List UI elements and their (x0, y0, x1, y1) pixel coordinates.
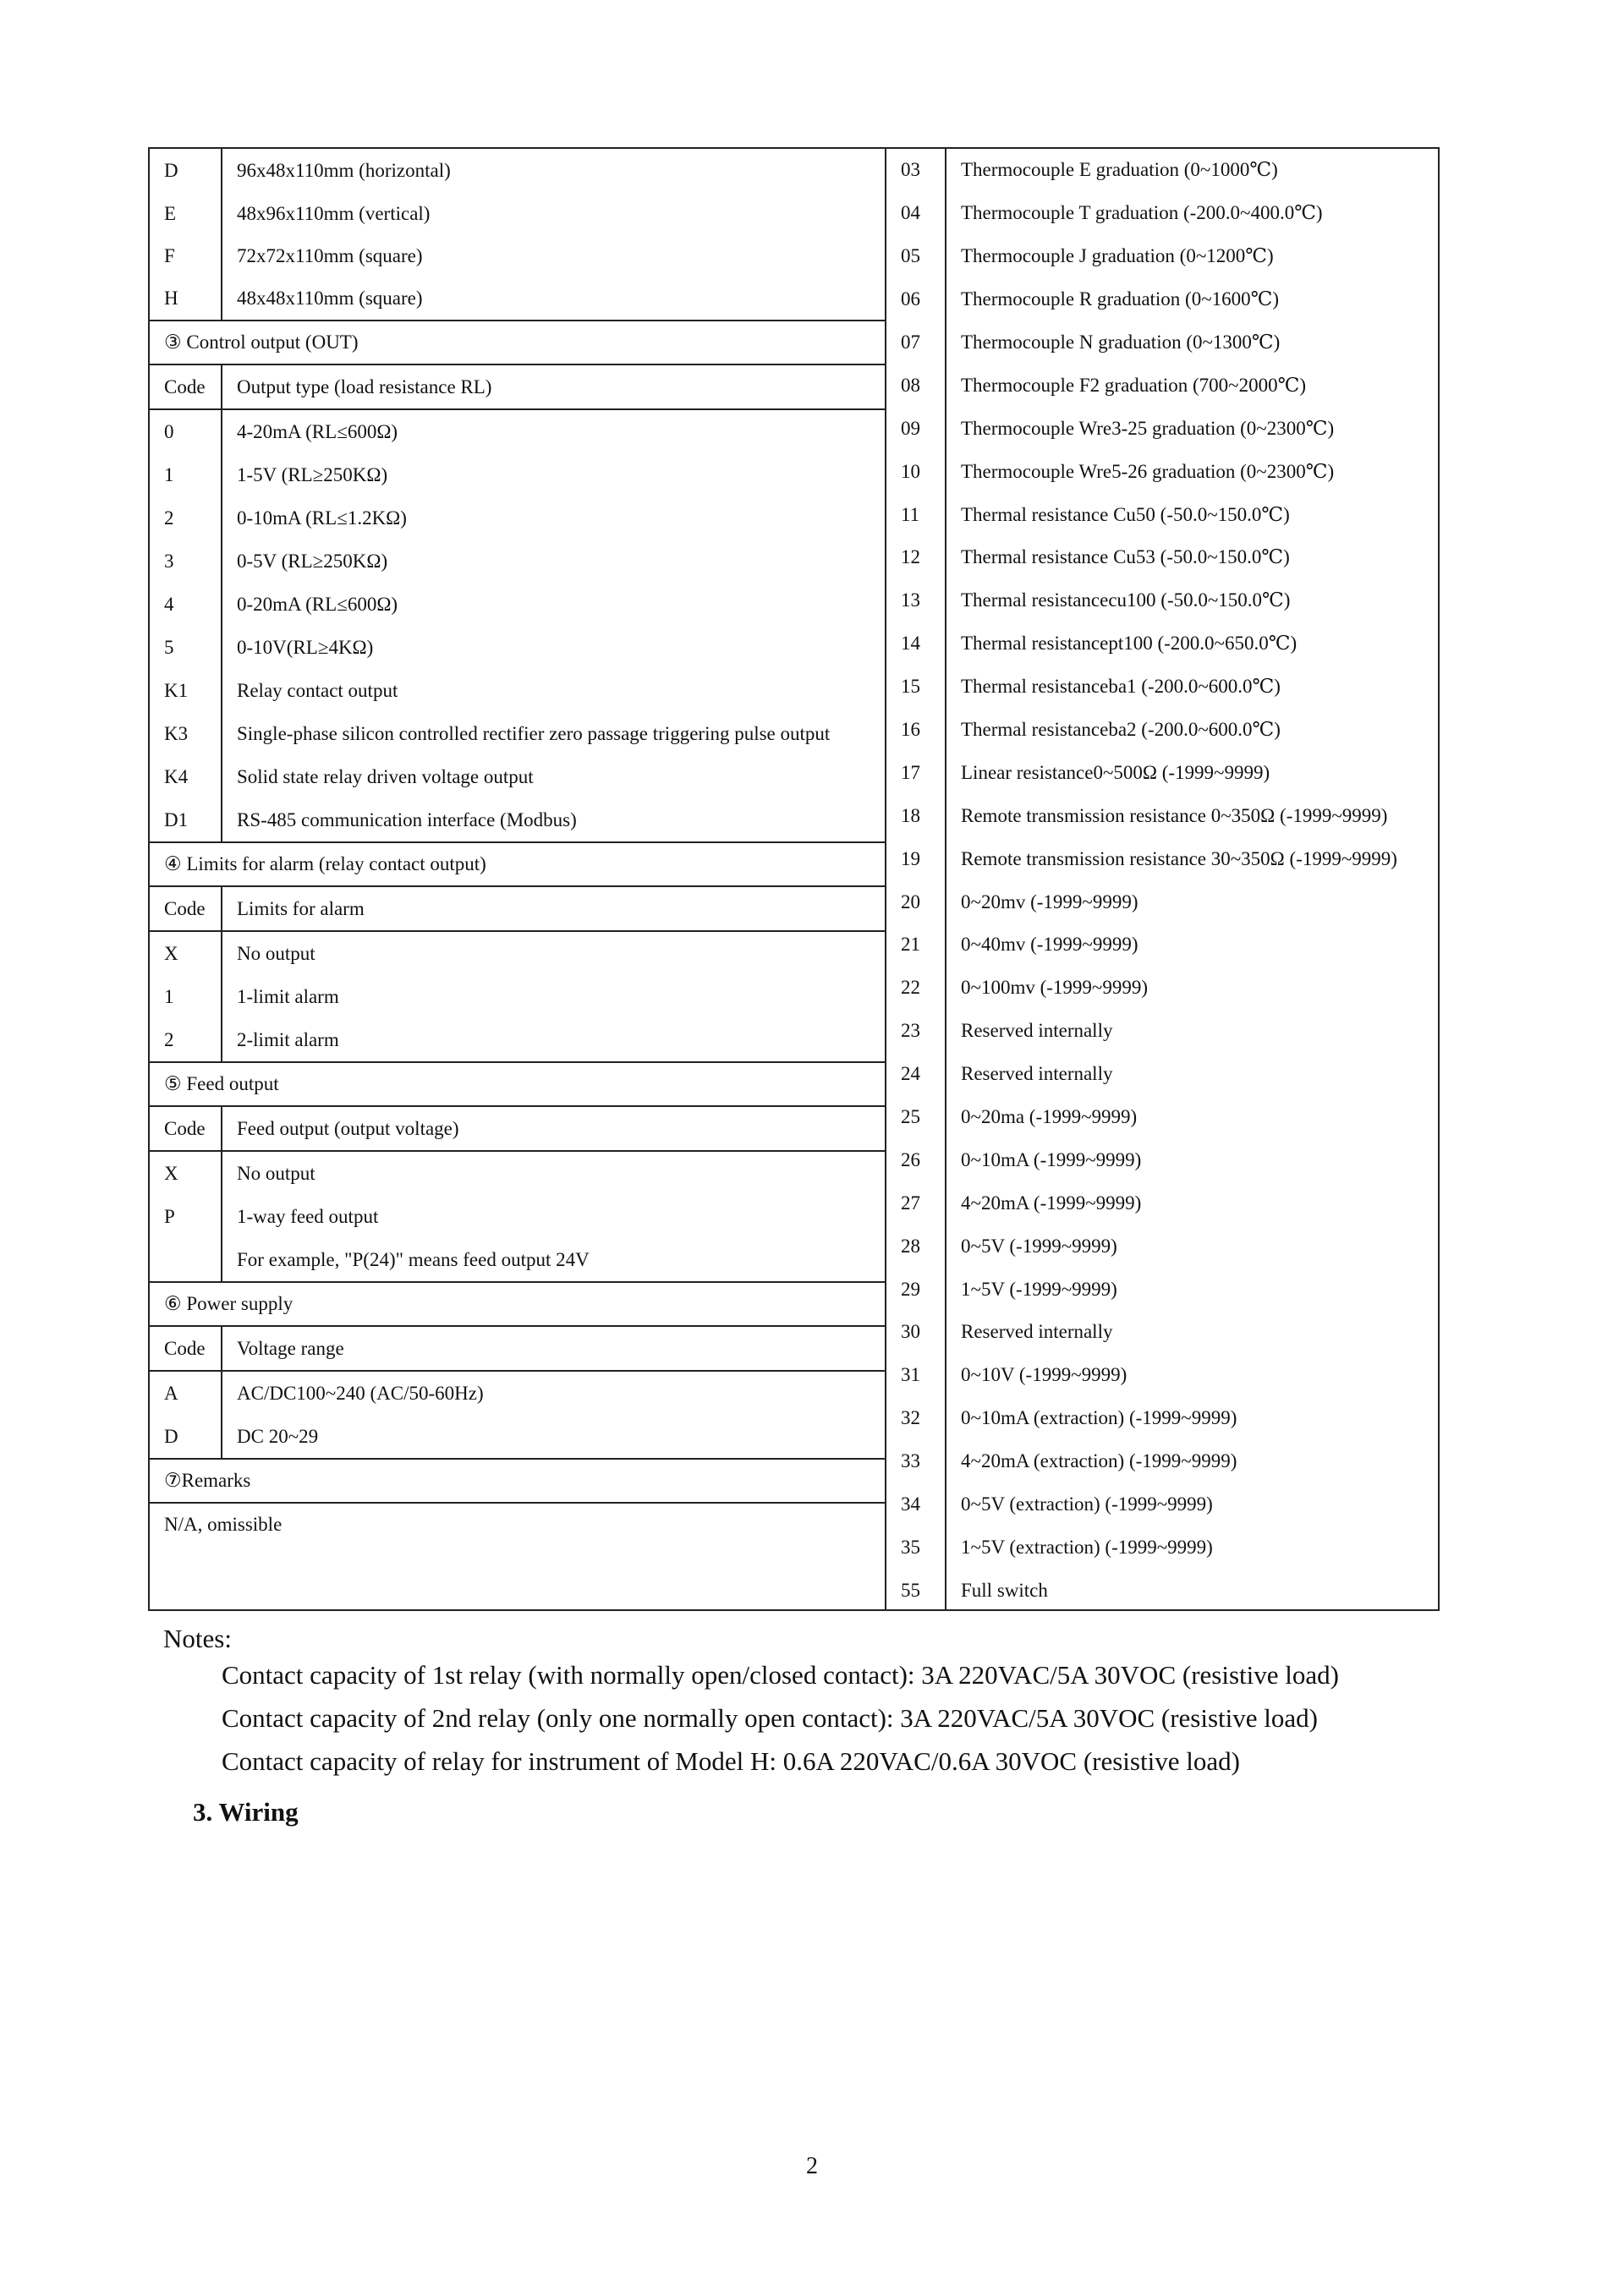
row-description: Thermocouple T graduation (-200.0~400.0℃) (961, 202, 1323, 224)
table-row (886, 278, 1438, 321)
power-supply-block (150, 1370, 885, 1458)
row-code: 14 (901, 633, 920, 655)
spec-table (148, 147, 1440, 1611)
row-code: 15 (901, 676, 920, 698)
row-description: Full switch (961, 1579, 1048, 1601)
table-row (886, 1268, 1438, 1311)
row-code: 03 (901, 159, 920, 181)
row-description: Thermal resistanceba2 (-200.0~600.0℃) (961, 719, 1281, 741)
row-description: Thermocouple J graduation (0~1200℃) (961, 245, 1274, 267)
table-row (886, 536, 1438, 579)
row-code: 24 (901, 1063, 920, 1085)
spec-table-right-column (886, 149, 1438, 1609)
row-description: 0~20mv (-1999~9999) (961, 890, 1138, 912)
power-supply-header (150, 1325, 885, 1370)
table-row: For example, "P(24)" means feed output 24V (237, 1248, 590, 1270)
table-row: H 48x48x110mm (square) (164, 288, 423, 309)
row-code: 32 (901, 1407, 920, 1429)
table-row (886, 235, 1438, 278)
row-code: 33 (901, 1450, 920, 1472)
table-row: D 96x48x110mm (horizontal) (164, 160, 451, 181)
table-row: 1 1-limit alarm (164, 985, 339, 1007)
table-row (886, 1311, 1438, 1354)
row-description: Thermocouple R graduation (0~1600℃) (961, 288, 1280, 310)
table-row (886, 622, 1438, 666)
row-description: Remote transmission resistance 0~350Ω (-1999~9999) (961, 804, 1388, 826)
row-description: 0~5V (-1999~9999) (961, 1235, 1117, 1257)
table-row (886, 579, 1438, 622)
page-number: 2 (806, 2153, 818, 2179)
row-code: 20 (901, 890, 920, 912)
table-row (886, 1483, 1438, 1526)
table-row (886, 1138, 1438, 1181)
table-row: F 72x72x110mm (square) (164, 245, 423, 266)
table-row (886, 1397, 1438, 1440)
row-description: Thermocouple F2 graduation (700~2000℃) (961, 374, 1307, 396)
row-description: 0~20ma (-1999~9999) (961, 1106, 1138, 1128)
row-description: 1~5V (-1999~9999) (961, 1278, 1117, 1300)
table-row (886, 923, 1438, 967)
table-row (886, 1096, 1438, 1139)
row-description: Thermal resistanceba1 (-200.0~600.0℃) (961, 676, 1281, 698)
row-description: Thermal resistancept100 (-200.0~650.0℃) (961, 633, 1298, 655)
control-output-title: ③ Control output (OUT) (150, 320, 885, 364)
feed-output-block (150, 1150, 885, 1281)
dimensions-block (150, 149, 885, 320)
table-row (886, 1440, 1438, 1483)
table-row (886, 149, 1438, 192)
row-description: 0~40mv (-1999~9999) (961, 934, 1138, 956)
row-code: 07 (901, 332, 920, 353)
table-row (886, 709, 1438, 752)
table-row (886, 321, 1438, 364)
table-row: 5 0-10V(RL≥4KΩ) (164, 636, 374, 658)
table-row (886, 880, 1438, 923)
table-row: K3 Single-phase silicon controlled rectifier zero passage triggering pulse output (164, 722, 831, 744)
row-description: 0~10mA (-1999~9999) (961, 1148, 1142, 1170)
table-row: 2 2-limit alarm (164, 1028, 339, 1050)
table-row (886, 1354, 1438, 1397)
row-code: 30 (901, 1321, 920, 1343)
table-row: A AC/DC100~240 (AC/50-60Hz) (164, 1382, 484, 1404)
row-code: 28 (901, 1235, 920, 1257)
table-row (886, 1010, 1438, 1053)
row-description: Linear resistance0~500Ω (-1999~9999) (961, 761, 1270, 783)
table-row (886, 1053, 1438, 1096)
alarm-title: ④ Limits for alarm (relay contact output) (150, 841, 885, 885)
row-code: 18 (901, 804, 920, 826)
row-description: 0~10V (-1999~9999) (961, 1364, 1127, 1386)
table-row: 4 0-20mA (RL≤600Ω) (164, 593, 398, 615)
row-code: 04 (901, 202, 920, 224)
table-row (886, 364, 1438, 407)
row-description: Thermocouple Wre5-26 graduation (0~2300℃) (961, 460, 1335, 482)
row-description: Thermocouple Wre3-25 graduation (0~2300℃) (961, 417, 1335, 439)
table-row (886, 407, 1438, 450)
row-code: 09 (901, 417, 920, 439)
notes-title: Notes: (163, 1624, 232, 1653)
table-row: E 48x96x110mm (vertical) (164, 203, 431, 224)
table-row: 0 4-20mA (RL≤600Ω) (164, 420, 398, 442)
control-output-block (150, 408, 885, 841)
spec-table-left-column (150, 149, 886, 1609)
row-code: 22 (901, 977, 920, 999)
row-code: 26 (901, 1148, 920, 1170)
row-description: 1~5V (extraction) (-1999~9999) (961, 1536, 1213, 1558)
alarm-header (150, 885, 885, 930)
table-row (886, 493, 1438, 536)
table-row (886, 1569, 1438, 1612)
note-line: Contact capacity of 2nd relay (only one normally open contact): 3A 220VAC/5A 30VOC (resistive load) (222, 1703, 1318, 1733)
table-header-row: Code Limits for alarm (164, 897, 365, 919)
row-code: 19 (901, 847, 920, 869)
table-row: D1 RS-485 communication interface (Modbus) (164, 808, 577, 830)
remarks-title: ⑦Remarks (150, 1458, 885, 1502)
table-row: X No output (164, 1162, 315, 1184)
row-description: 4~20mA (extraction) (-1999~9999) (961, 1450, 1237, 1472)
alarm-block (150, 930, 885, 1061)
row-code: 10 (901, 460, 920, 482)
table-row: 1 1-5V (RL≥250KΩ) (164, 463, 388, 485)
power-supply-title: ⑥ Power supply (150, 1281, 885, 1325)
row-code: 21 (901, 934, 920, 956)
row-code: 29 (901, 1278, 920, 1300)
row-code: 08 (901, 374, 920, 396)
row-code: 31 (901, 1364, 920, 1386)
feed-output-header (150, 1105, 885, 1150)
control-output-header (150, 364, 885, 408)
row-description: Thermal resistance Cu50 (-50.0~150.0℃) (961, 503, 1290, 525)
row-description: 0~5V (extraction) (-1999~9999) (961, 1493, 1213, 1515)
table-row (886, 1225, 1438, 1268)
table-row (886, 751, 1438, 794)
row-description: Thermal resistance Cu53 (-50.0~150.0℃) (961, 546, 1290, 568)
table-row (886, 666, 1438, 709)
row-description: Reserved internally (961, 1063, 1113, 1085)
row-code: 35 (901, 1536, 920, 1558)
table-row (886, 450, 1438, 493)
table-row: D DC 20~29 (164, 1425, 319, 1447)
row-code: 17 (901, 761, 920, 783)
table-row (886, 1181, 1438, 1225)
table-row: K4 Solid state relay driven voltage output (164, 765, 534, 787)
row-description: 0~100mv (-1999~9999) (961, 977, 1149, 999)
row-description: Reserved internally (961, 1321, 1113, 1343)
row-code: 11 (901, 503, 920, 525)
row-description: 0~10mA (extraction) (-1999~9999) (961, 1407, 1237, 1429)
table-header-row: Code Feed output (output voltage) (164, 1117, 459, 1139)
row-code: 27 (901, 1192, 920, 1214)
section-heading-wiring: 3. Wiring (193, 1797, 299, 1827)
note-line: Contact capacity of relay for instrument of Model H: 0.6A 220VAC/0.6A 30VOC (resistive load) (222, 1746, 1240, 1776)
row-code: 34 (901, 1493, 920, 1515)
table-header-row: Code Voltage range (164, 1337, 344, 1359)
row-code: 13 (901, 589, 920, 611)
row-description: Remote transmission resistance 30~350Ω (-1999~9999) (961, 847, 1397, 869)
row-code: 05 (901, 245, 920, 267)
table-row (886, 1526, 1438, 1570)
table-row (886, 794, 1438, 837)
row-code: 55 (901, 1579, 920, 1601)
feed-output-title: ⑤ Feed output (150, 1061, 885, 1105)
row-description: 4~20mA (-1999~9999) (961, 1192, 1142, 1214)
table-row (886, 967, 1438, 1010)
row-description: Thermocouple N graduation (0~1300℃) (961, 332, 1281, 353)
table-row: 2 0-10mA (RL≤1.2KΩ) (164, 507, 407, 529)
table-row (886, 837, 1438, 880)
row-code: 06 (901, 288, 920, 310)
table-row: K1 Relay contact output (164, 679, 398, 701)
row-description: Thermal resistancecu100 (-50.0~150.0℃) (961, 589, 1291, 611)
row-code: 12 (901, 546, 920, 568)
table-row: P 1-way feed output (164, 1205, 379, 1227)
table-header-row: Code Output type (load resistance RL) (164, 375, 492, 397)
row-description: Reserved internally (961, 1020, 1113, 1042)
row-code: 23 (901, 1020, 920, 1042)
input-type-list (886, 149, 1438, 1612)
note-line: Contact capacity of 1st relay (with normally open/closed contact): 3A 220VAC/5A 30VOC (resistive load) (222, 1660, 1339, 1690)
row-code: 16 (901, 719, 920, 741)
table-row: 3 0-5V (RL≥250KΩ) (164, 550, 388, 572)
remarks-block (150, 1502, 885, 1546)
table-row: X No output (164, 942, 315, 964)
row-description: Thermocouple E graduation (0~1000℃) (961, 159, 1278, 181)
table-row (886, 192, 1438, 235)
row-code: 25 (901, 1106, 920, 1128)
remarks-body: N/A, omissible (164, 1514, 283, 1535)
